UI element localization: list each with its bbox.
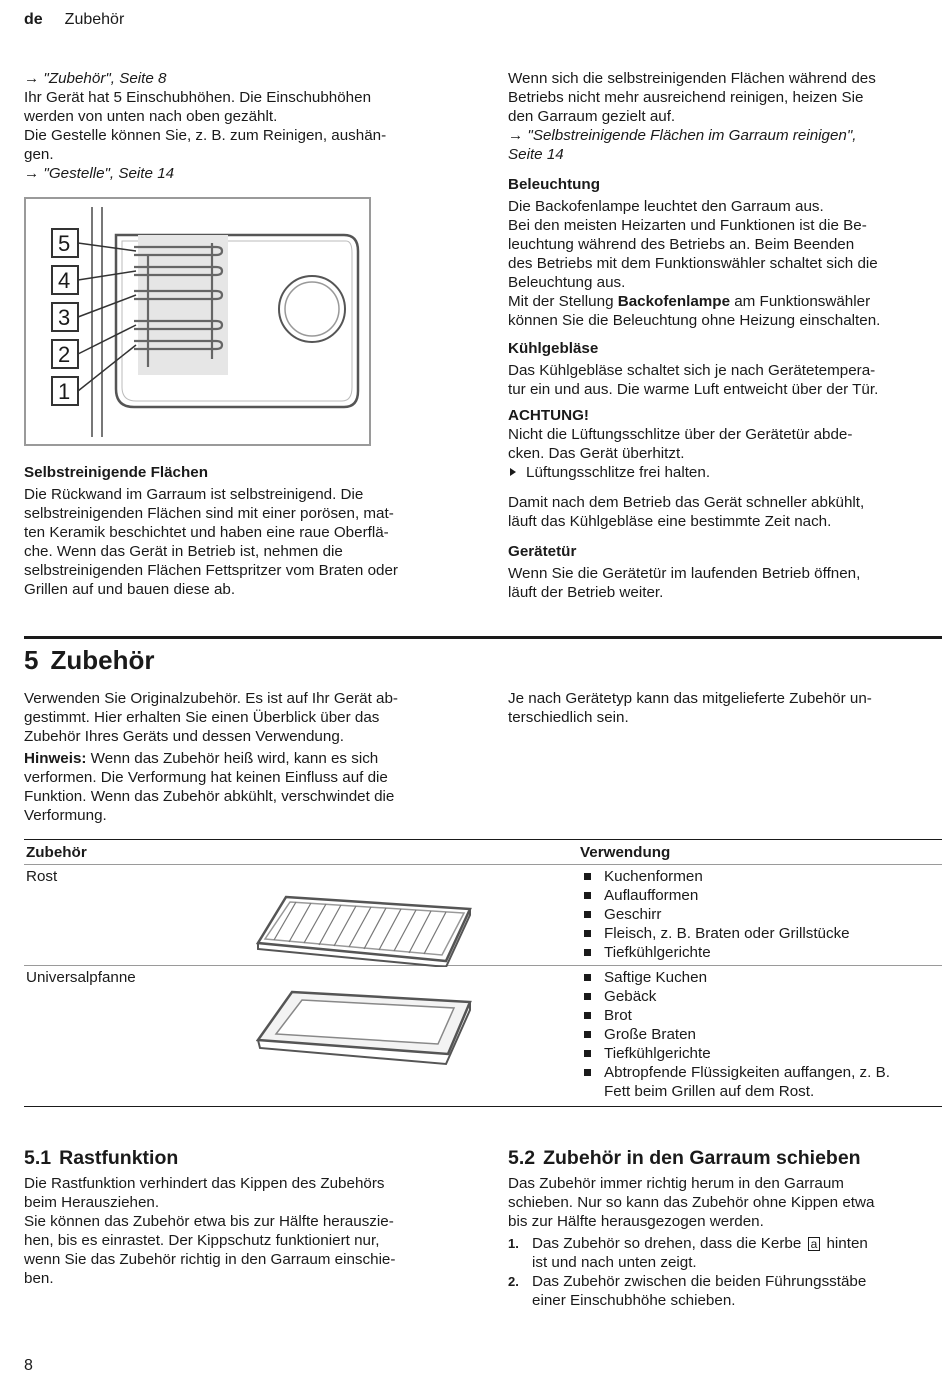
racks-text-2: gen. <box>24 146 54 163</box>
chapter-name: Zubehör <box>50 645 155 675</box>
shelf-level-4-label: 4 <box>58 268 71 293</box>
latch-line-2: beim Herausziehen. <box>24 1194 160 1211</box>
variant-line-1: Je nach Gerätetyp kann das mitgelieferte Zubehör un- <box>508 690 872 707</box>
list-item: Große Braten <box>580 1025 940 1044</box>
arrow-right-icon: → <box>24 165 40 182</box>
door-line-2: läuft der Betrieb weiter. <box>508 584 664 601</box>
insert-line-3: bis zur Hälfte herausgezogen werden. <box>508 1213 764 1230</box>
cross-reference-accessories[interactable]: → "Zubehör", Seite 8 <box>24 70 167 87</box>
list-item: Geschirr <box>580 905 940 924</box>
hint-label: Hinweis: <box>24 750 87 767</box>
table-row <box>24 966 942 1107</box>
caution-action: Lüftungsschlitze frei halten. <box>508 463 942 482</box>
cross-reference-self-cleaning-page: Seite 14 <box>508 146 564 163</box>
cooling-fan-heading: Kühlgebläse <box>508 340 599 357</box>
oven-lamp-setting: Backofenlampe <box>617 293 731 310</box>
list-item: Gebäck <box>580 987 940 1006</box>
heat-up-line-3: den Garraum gezielt auf. <box>508 108 676 125</box>
list-item: Auflaufformen <box>580 886 940 905</box>
list-item: 1. Das Zubehör so drehen, dass die Kerbe a hinten ist und nach unten zeigt. <box>508 1235 868 1271</box>
self-cleaning-line-5: selbstreinigenden Flächen Fettspritzer vom Braten oder <box>24 562 398 579</box>
section-5-1-heading: 5.1 Rastfunktion <box>24 1147 179 1169</box>
lighting-line-3: leuchtung während des Betriebs an. Beim Beenden <box>508 236 855 253</box>
section-5-2-heading: 5.2 Zubehör in den Garraum schieben <box>508 1147 861 1169</box>
hint-line-1: Hinweis: Wenn das Zubehör heiß wird, kann es sich <box>24 750 379 767</box>
lighting-line-4: des Betriebs mit dem Funktionswähler schaltet sich die <box>508 255 878 272</box>
page-header <box>24 10 124 29</box>
cooling-fan-runon <box>508 493 942 531</box>
wire-rack-image <box>256 891 478 967</box>
cooling-fan-line-2: tur ein und aus. Die warme Luft entweicht über der Tür. <box>508 381 879 398</box>
chapter-title <box>24 644 154 676</box>
chapter-divider <box>24 636 942 639</box>
list-item: Tiefkühlgerichte <box>580 943 940 962</box>
list-item: 2. Das Zubehör zwischen die beiden Führungsstäbe einer Einschubhöhe schieben. <box>508 1273 867 1309</box>
column-header-accessory: Zubehör <box>24 840 578 865</box>
cross-reference-racks[interactable]: → "Gestelle", Seite 14 <box>24 165 175 182</box>
racks-text-1: Die Gestelle können Sie, z. B. zum Reinigen, aushän- <box>24 127 387 144</box>
caution-line-1: Nicht die Lüftungsschlitze über der Gerätetür abde- <box>508 426 853 443</box>
list-item: Saftige Kuchen <box>580 968 940 987</box>
caution-heading: ACHTUNG! <box>508 407 589 424</box>
levels-text-1: Ihr Gerät hat 5 Einschubhöhen. Die Einschubhöhen <box>24 89 372 106</box>
cross-reference-self-cleaning[interactable]: → "Selbstreinigende Flächen im Garraum reinigen", <box>508 127 857 144</box>
door-line-1: Wenn Sie die Gerätetür im laufenden Betrieb öffnen, <box>508 565 861 582</box>
list-item: Brot <box>580 1006 940 1025</box>
self-cleaning-line-2: selbstreinigenden Flächen sind mit einer porösen, mat- <box>24 505 394 522</box>
shelf-level-1-label: 1 <box>58 379 71 404</box>
door-section <box>508 542 942 602</box>
notch-marker: a <box>808 1237 821 1251</box>
caution-box <box>508 406 942 482</box>
lighting-mode-line-2: können Sie die Beleuchtung ohne Heizung einschalten. <box>508 312 881 329</box>
cooling-runon-line-2: läuft das Kühlgebläse eine bestimmte Zeit nach. <box>508 513 832 530</box>
hint-line-4: Verformung. <box>24 807 107 824</box>
list-item: Abtropfende Flüssigkeiten auffangen, z. B. Fett beim Grillen auf dem Rost. <box>580 1063 940 1101</box>
section-5-2 <box>508 1146 942 1310</box>
latch-line-4: hen, bis es einrastet. Der Kippschutz funktioniert nur, <box>24 1232 380 1249</box>
lighting-line-1: Die Backofenlampe leuchtet den Garraum aus. <box>508 198 824 215</box>
lighting-heading: Beleuchtung <box>508 176 600 193</box>
variant-line-2: terschiedlich sein. <box>508 709 629 726</box>
self-cleaning-line-3: ten Keramik beschichtet und haben eine raue Oberflä- <box>24 524 389 541</box>
shelf-level-5-label: 5 <box>58 231 71 256</box>
door-heading: Gerätetür <box>508 543 577 560</box>
self-cleaning-line-1: Die Rückwand im Garraum ist selbstreinigend. Die <box>24 486 364 503</box>
section-5-1 <box>24 1146 464 1288</box>
left-intro <box>24 69 464 183</box>
accessories-table <box>24 839 942 1107</box>
heat-up-line-2: Betriebs nicht mehr ausreichend reinigen, heizen Sie <box>508 89 864 106</box>
latch-line-5: wenn Sie das Zubehör richtig in den Garraum einschie- <box>24 1251 396 1268</box>
latch-line-1: Die Rastfunktion verhindert das Kippen des Zubehörs <box>24 1175 385 1192</box>
chapter-intro <box>24 689 464 825</box>
language-code: de <box>24 11 43 28</box>
list-item: Kuchenformen <box>580 867 940 886</box>
insert-line-2: schieben. Nur so kann das Zubehör ohne Kippen etwa <box>508 1194 875 1211</box>
insert-line-1: Das Zubehör immer richtig herum in den Garraum <box>508 1175 844 1192</box>
shelf-level-2-label: 2 <box>58 342 71 367</box>
list-item: Tiefkühlgerichte <box>580 1044 940 1063</box>
lighting-mode-line: Mit der Stellung Backofenlampe am Funktionswähler <box>508 293 871 310</box>
self-cleaning-line-6: Grillen auf und bauen diese ab. <box>24 581 236 598</box>
intro-line-2: gestimmt. Hier erhalten Sie einen Überblick über das <box>24 709 380 726</box>
page-number: 8 <box>24 1357 33 1374</box>
universal-pan-image <box>256 988 478 1068</box>
shelf-level-3-label: 3 <box>58 305 71 330</box>
oven-interior-illustration <box>26 199 369 444</box>
intro-line-3: Zubehör Ihres Geräts und dessen Verwendung. <box>24 728 344 745</box>
heat-up-line-1: Wenn sich die selbstreinigenden Flächen während des <box>508 70 876 87</box>
levels-text-2: werden von unten nach oben gezählt. <box>24 108 278 125</box>
insert-steps <box>508 1234 942 1310</box>
list-item: Fleisch, z. B. Braten oder Grillstücke <box>580 924 940 943</box>
chapter-intro-right <box>508 689 942 727</box>
column-header-usage: Verwendung <box>578 840 942 865</box>
hint-line-2: verformen. Die Verformung hat keinen Einfluss auf die <box>24 769 388 786</box>
cooling-fan-section <box>508 339 942 399</box>
accessory-name: Universalpfanne <box>26 969 136 986</box>
caution-line-2: cken. Das Gerät überhitzt. <box>508 445 685 462</box>
chapter-number: 5 <box>24 645 39 675</box>
accessory-name: Rost <box>26 868 58 885</box>
right-intro <box>508 69 942 164</box>
lighting-section <box>508 175 942 330</box>
self-cleaning-section <box>24 463 464 599</box>
header-section: Zubehör <box>64 11 125 28</box>
arrow-right-icon: → <box>508 127 524 144</box>
self-cleaning-line-4: che. Wenn das Gerät in Betrieb ist, nehmen die <box>24 543 343 560</box>
latch-line-3: Sie können das Zubehör etwa bis zur Hälfte herauszie- <box>24 1213 394 1230</box>
intro-line-1: Verwenden Sie Originalzubehör. Es ist auf Ihr Gerät ab- <box>24 690 398 707</box>
cooling-runon-line-1: Damit nach dem Betrieb das Gerät schneller abkühlt, <box>508 494 865 511</box>
arrow-right-icon: → <box>24 70 40 87</box>
cooling-fan-line-1: Das Kühlgebläse schaltet sich je nach Gerätetempera- <box>508 362 876 379</box>
lighting-line-5: Beleuchtung aus. <box>508 274 626 291</box>
self-cleaning-heading: Selbstreinigende Flächen <box>24 464 208 481</box>
hint-line-3: Funktion. Wenn das Zubehör abkühlt, verschwindet die <box>24 788 395 805</box>
latch-line-6: ben. <box>24 1270 54 1287</box>
table-row <box>24 865 942 966</box>
lighting-line-2: Bei den meisten Heizarten und Funktionen ist die Be- <box>508 217 867 234</box>
oven-shelf-levels-figure <box>24 197 371 446</box>
triangle-bullet-icon <box>510 468 516 476</box>
